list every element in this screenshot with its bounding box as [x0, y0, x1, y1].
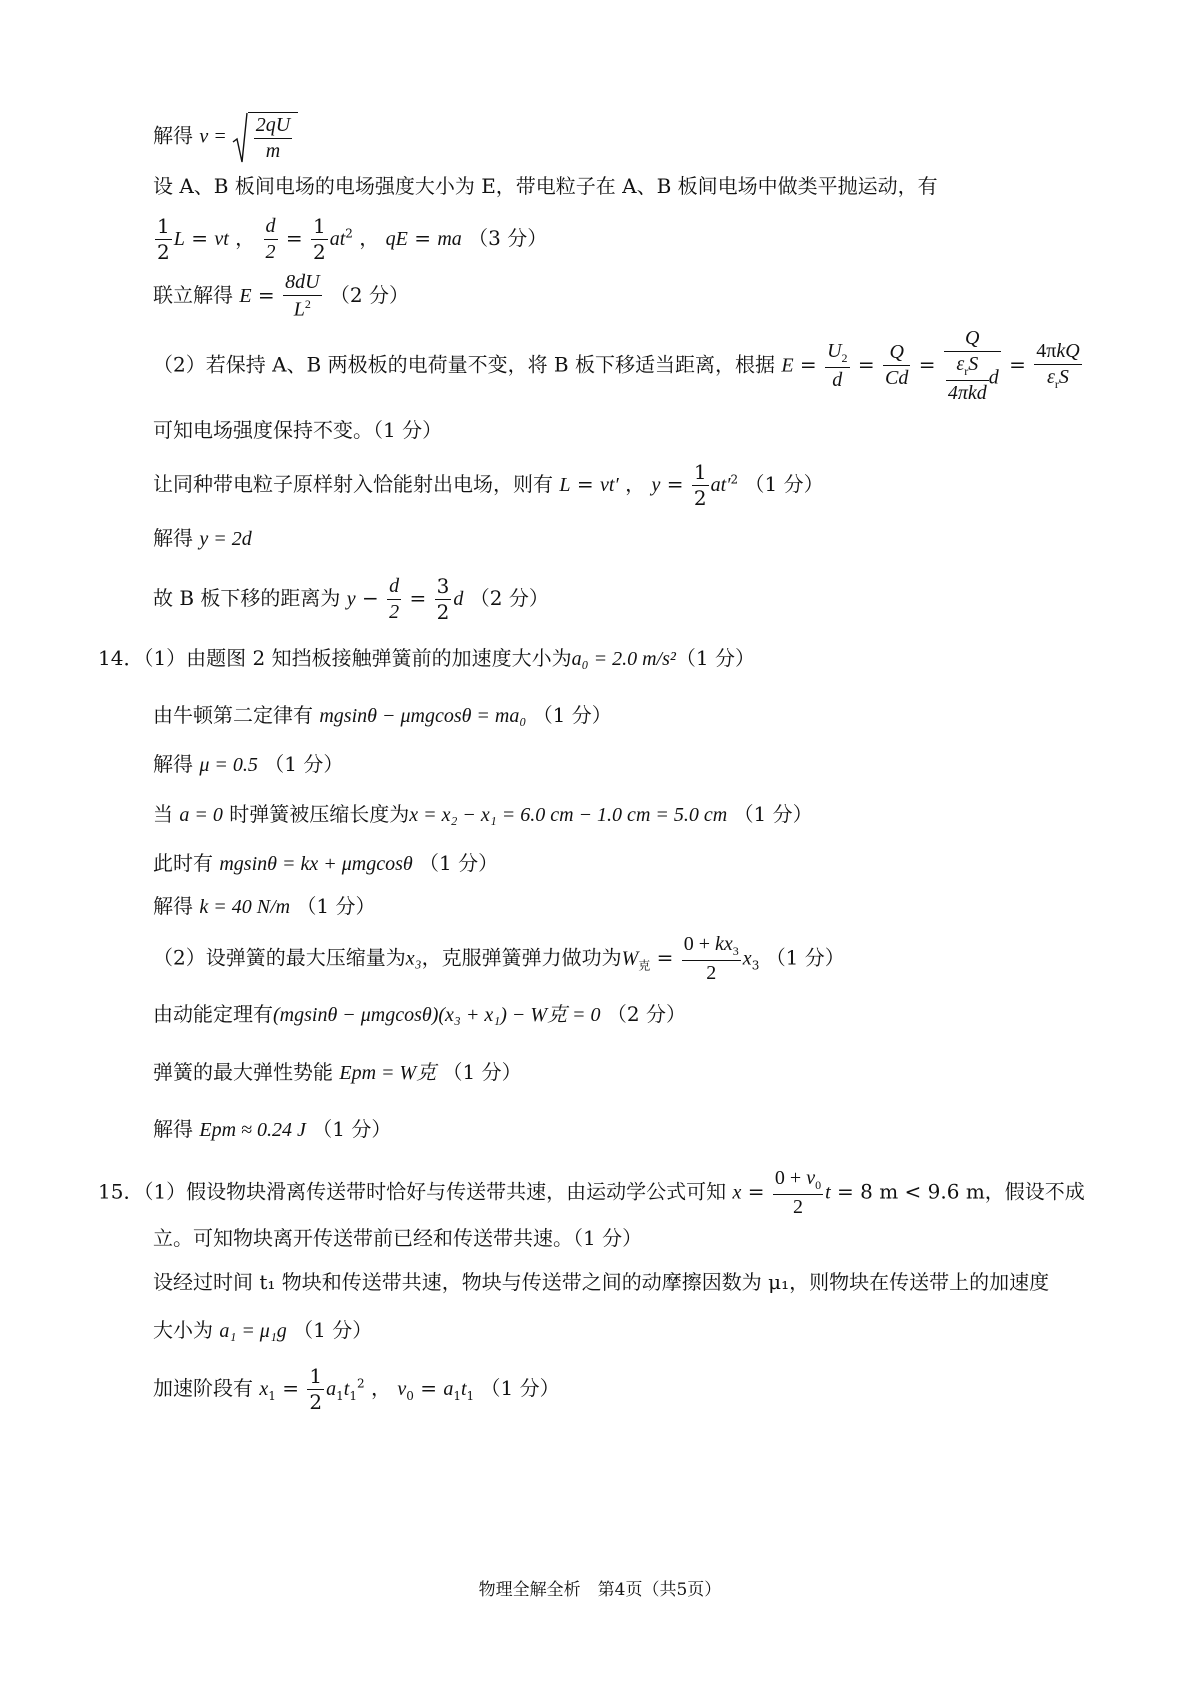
- page-footer: 物理全解全析 第4页（共5页）: [478, 1580, 722, 1600]
- question-14-line-2: 由牛顿第二定律有 mgsinθ − μmgcosθ = ma₀ （1 分）: [153, 703, 612, 727]
- question-14-line-4: 当 a = 0 时弹簧被压缩长度为x = x₂ − x₁ = 6.0 cm − 1.0 cm = 5.0 cm （1 分）: [153, 802, 813, 826]
- solution-line-part2: （2）若保持 A、B 两极板的电荷量不变，将 B 板下移适当距离，根据 E = $\frac{U_2}{d}$ = $\frac{Q}{Cd}$ = Q $\frac{\varepsilon_rS}{\text{4πkd}}$ d = $\frac{\text{4πkQ}}{\varepsilon_rS}$: [153, 327, 1080, 404]
- fraction: $\frac{2qU}{m}$: [255, 114, 291, 162]
- solution-line-conclusion: 可知电场强度保持不变。（1 分）: [153, 418, 443, 442]
- sqrt-expression: [232, 112, 298, 162]
- fraction-u2-d: $\frac{U_2}{d}$: [827, 340, 848, 391]
- solution-line-v: [153, 112, 298, 162]
- question-15-line-3: 设经过时间 t₁ 物块和传送带共速，物块与传送带之间的动摩擦因数为 μ₁，则物块在传送带上的加速度: [153, 1270, 1050, 1294]
- question-15-line-1: 15．（1）假设物块滑离传送带时恰好与传送带共速，由运动学公式可知 x = $\frac{0 + v_0}{2}$ t = 8 m < 9.6 m，假设不成: [98, 1167, 1085, 1218]
- math-v: v =: [199, 125, 232, 148]
- question-14-line-3: 解得 μ = 0.5 （1 分）: [153, 752, 344, 776]
- question-number: 14．: [98, 646, 144, 670]
- question-14-line-8: 由动能定理有(mgsinθ − μmgcosθ)(x₃ + x₁) − W克 = 0 （2 分）: [153, 1002, 686, 1026]
- question-15-line-5: 加速阶段有 $x_1$ = $\frac{1}{2}$ $a_1t_1^2$ ， $v_0 = a_1t_1$ （1 分）: [153, 1364, 560, 1414]
- fraction-half: $\frac{1}{2}$: [312, 214, 326, 264]
- question-14-line-1: 14．（1）由题图 2 知挡板接触弹簧前的加速度大小为a₀ = 2.0 m/s²（1 分）: [98, 646, 755, 670]
- fraction-q-cd: $\frac{Q}{Cd}$: [885, 341, 909, 390]
- solution-line-trajectory: 让同种带电粒子原样射入恰能射出电场，则有 L = vt′ ， y = $\frac{1}{2}$ $at'^2$ （1 分）: [153, 460, 824, 510]
- question-14-line-5: 此时有 mgsinθ = kx + μmgcosθ （1 分）: [153, 851, 499, 875]
- fraction-4pikq: $\frac{\text{4πkQ}}{\varepsilon_rS}$: [1036, 340, 1080, 391]
- solution-line-field-setup: 设 A、B 板间电场的电场强度大小为 E，带电粒子在 A、B 板间电场中做类平抛运动，有: [153, 174, 938, 198]
- text: 解得: [153, 123, 193, 148]
- solution-line-e-result: 联立解得 E = $\frac{8dU}{L^2}$ （2 分）: [153, 271, 409, 321]
- fraction-e: $\frac{8dU}{L^2}$: [285, 271, 320, 321]
- fraction-d-half: $\frac{d}{2}$: [265, 215, 276, 263]
- solution-line-displacement: 故 B 板下移的距离为 y − $\frac{d}{2}$ = $\frac{3}{2}$ d （2 分）: [153, 574, 549, 624]
- question-14-line-10: 解得 Epm ≈ 0.24 J （1 分）: [153, 1117, 392, 1141]
- fraction-nested: Q $\frac{\varepsilon_rS}{\text{4πkd}}$ d: [944, 328, 1001, 404]
- solution-line-y: 解得 y = 2d: [153, 526, 252, 550]
- fraction-half: $\frac{1}{2}$: [157, 214, 170, 264]
- question-14-line-7: （2）设弹簧的最大压缩量为x₃，克服弹簧弹力做功为$W_克$ = $\frac{0 + kx_3}{2}$ $x_3$ （1 分）: [153, 933, 845, 984]
- radical-sign-icon: [232, 112, 248, 164]
- question-number: 15．: [98, 1179, 144, 1204]
- question-15-line-4: 大小为 a₁ = μ₁g （1 分）: [153, 1318, 373, 1342]
- question-14-line-6: 解得 k = 40 N/m （1 分）: [153, 894, 376, 918]
- solution-line-equations: $\frac{1}{2}$ L = vt ， $\frac{d}{2}$ = $\frac{1}{2}$ $at^2$ ， qE = ma （3 分）: [157, 214, 548, 264]
- question-14-line-9: 弹簧的最大弹性势能 Epm = W克 （1 分）: [153, 1060, 522, 1084]
- question-15-line-2: 立。可知物块离开传送带前已经和传送带共速。（1 分）: [153, 1226, 643, 1250]
